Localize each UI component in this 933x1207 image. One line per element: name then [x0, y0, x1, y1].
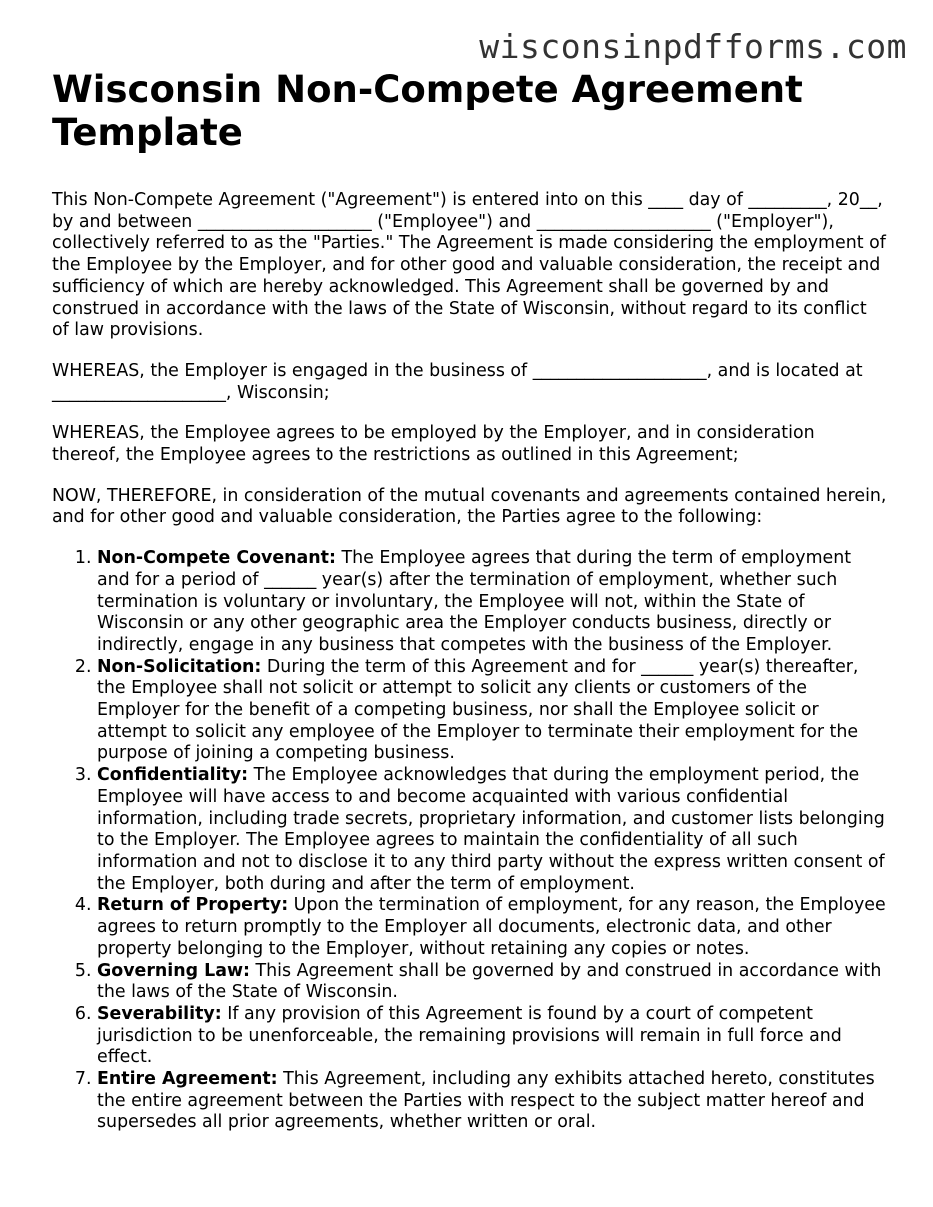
clause-text: The Employee acknowledges that during the employment period, the Employee will have access to and become acquainted with various confidential information, including trade secrets, proprietary information, and customer lists belonging to the Employer. The Employee agrees to maintain the confidentiality of all such information and not to disclose it to any third party without the express written consent of the Employer, both during and after the term of employment.: [97, 765, 885, 894]
now-therefore-paragraph: NOW, THEREFORE, in consideration of the mutual covenants and agreements contained herein, and for other good and valuable consideration, the Parties agree to the following:: [52, 485, 887, 528]
clause-term: Severability:: [97, 1003, 222, 1024]
document-title: Wisconsin Non-Compete Agreement Template: [52, 68, 803, 154]
intro-paragraph: This Non-Compete Agreement ("Agreement") is entered into on this ____ day of _________, 20__, by and between ____________________ ("Employee") and ____________________ ("Employer"), collectively referred to as the "Parties." The Agreement is made considering the employment of the Employee by the Employer, and for other good and valuable consideration, the receipt and sufficiency of which are hereby acknowledged. This Agreement shall be governed by and construed in accordance with the laws of the State of Wisconsin, without regard to its conflict of law provisions.: [52, 190, 886, 341]
clause-entire-agreement: [97, 1069, 888, 1134]
clause-non-solicitation: [97, 657, 888, 766]
clause-governing-law: [97, 961, 888, 1004]
clause-severability: [97, 1004, 888, 1069]
clause-non-compete: [97, 548, 888, 657]
clause-term: Governing Law:: [97, 960, 250, 981]
clause-term: Entire Agreement:: [97, 1069, 278, 1090]
clause-confidentiality: [97, 765, 888, 895]
clause-text: This Agreement, including any exhibits attached hereto, constitutes the entire agreement between the Parties with respect to the subject matter hereof and supersedes all prior agreements, whether written or oral.: [97, 1069, 875, 1133]
clause-term: Return of Property:: [97, 895, 289, 916]
whereas-employment-paragraph: WHEREAS, the Employee agrees to be employed by the Employer, and in consideration thereof, the Employee agrees to the restrictions as outlined in this Agreement;: [52, 423, 815, 466]
clause-term: Confidentiality:: [97, 765, 249, 786]
whereas-business-paragraph: WHEREAS, the Employer is engaged in the business of ____________________, and is located at ____________________, Wisconsin;: [52, 360, 863, 403]
clause-return-of-property: [97, 895, 888, 960]
document-body: [52, 68, 888, 1134]
clause-text: If any provision of this Agreement is found by a court of competent jurisdiction to be unenforceable, the remaining provisions will remain in full force and effect.: [97, 1003, 842, 1068]
clause-text: The Employee agrees that during the term of employment and for a period of ______ year(s) after the termination of employment, whether such termination is voluntary or involuntary, the Employee will not, within the State of Wisconsin or any other geographic area the Employer conducts business, directly or indirectly, engage in any business that competes with the business of the Employer.: [97, 548, 852, 655]
clause-term: Non-Solicitation:: [97, 656, 262, 677]
clause-list: [52, 548, 888, 1134]
clause-text: Upon the termination of employment, for any reason, the Employee agrees to return promptly to the Employer all documents, electronic data, and other property belonging to the Employer, without retaining any copies or notes.: [97, 895, 886, 959]
site-watermark: wisconsinpdfforms.com: [479, 27, 907, 66]
clause-text: During the term of this Agreement and for ______ year(s) thereafter, the Employee shall not solicit or attempt to solicit any clients or customers of the Employer for the benefit of a competing business, nor shall the Employee solicit or attempt to solicit any employee of the Employer to terminate their employment for the purpose of joining a competing business.: [97, 656, 859, 764]
clause-term: Non-Compete Covenant:: [97, 548, 336, 569]
clause-text: This Agreement shall be governed by and construed in accordance with the laws of the State of Wisconsin.: [97, 960, 882, 1003]
